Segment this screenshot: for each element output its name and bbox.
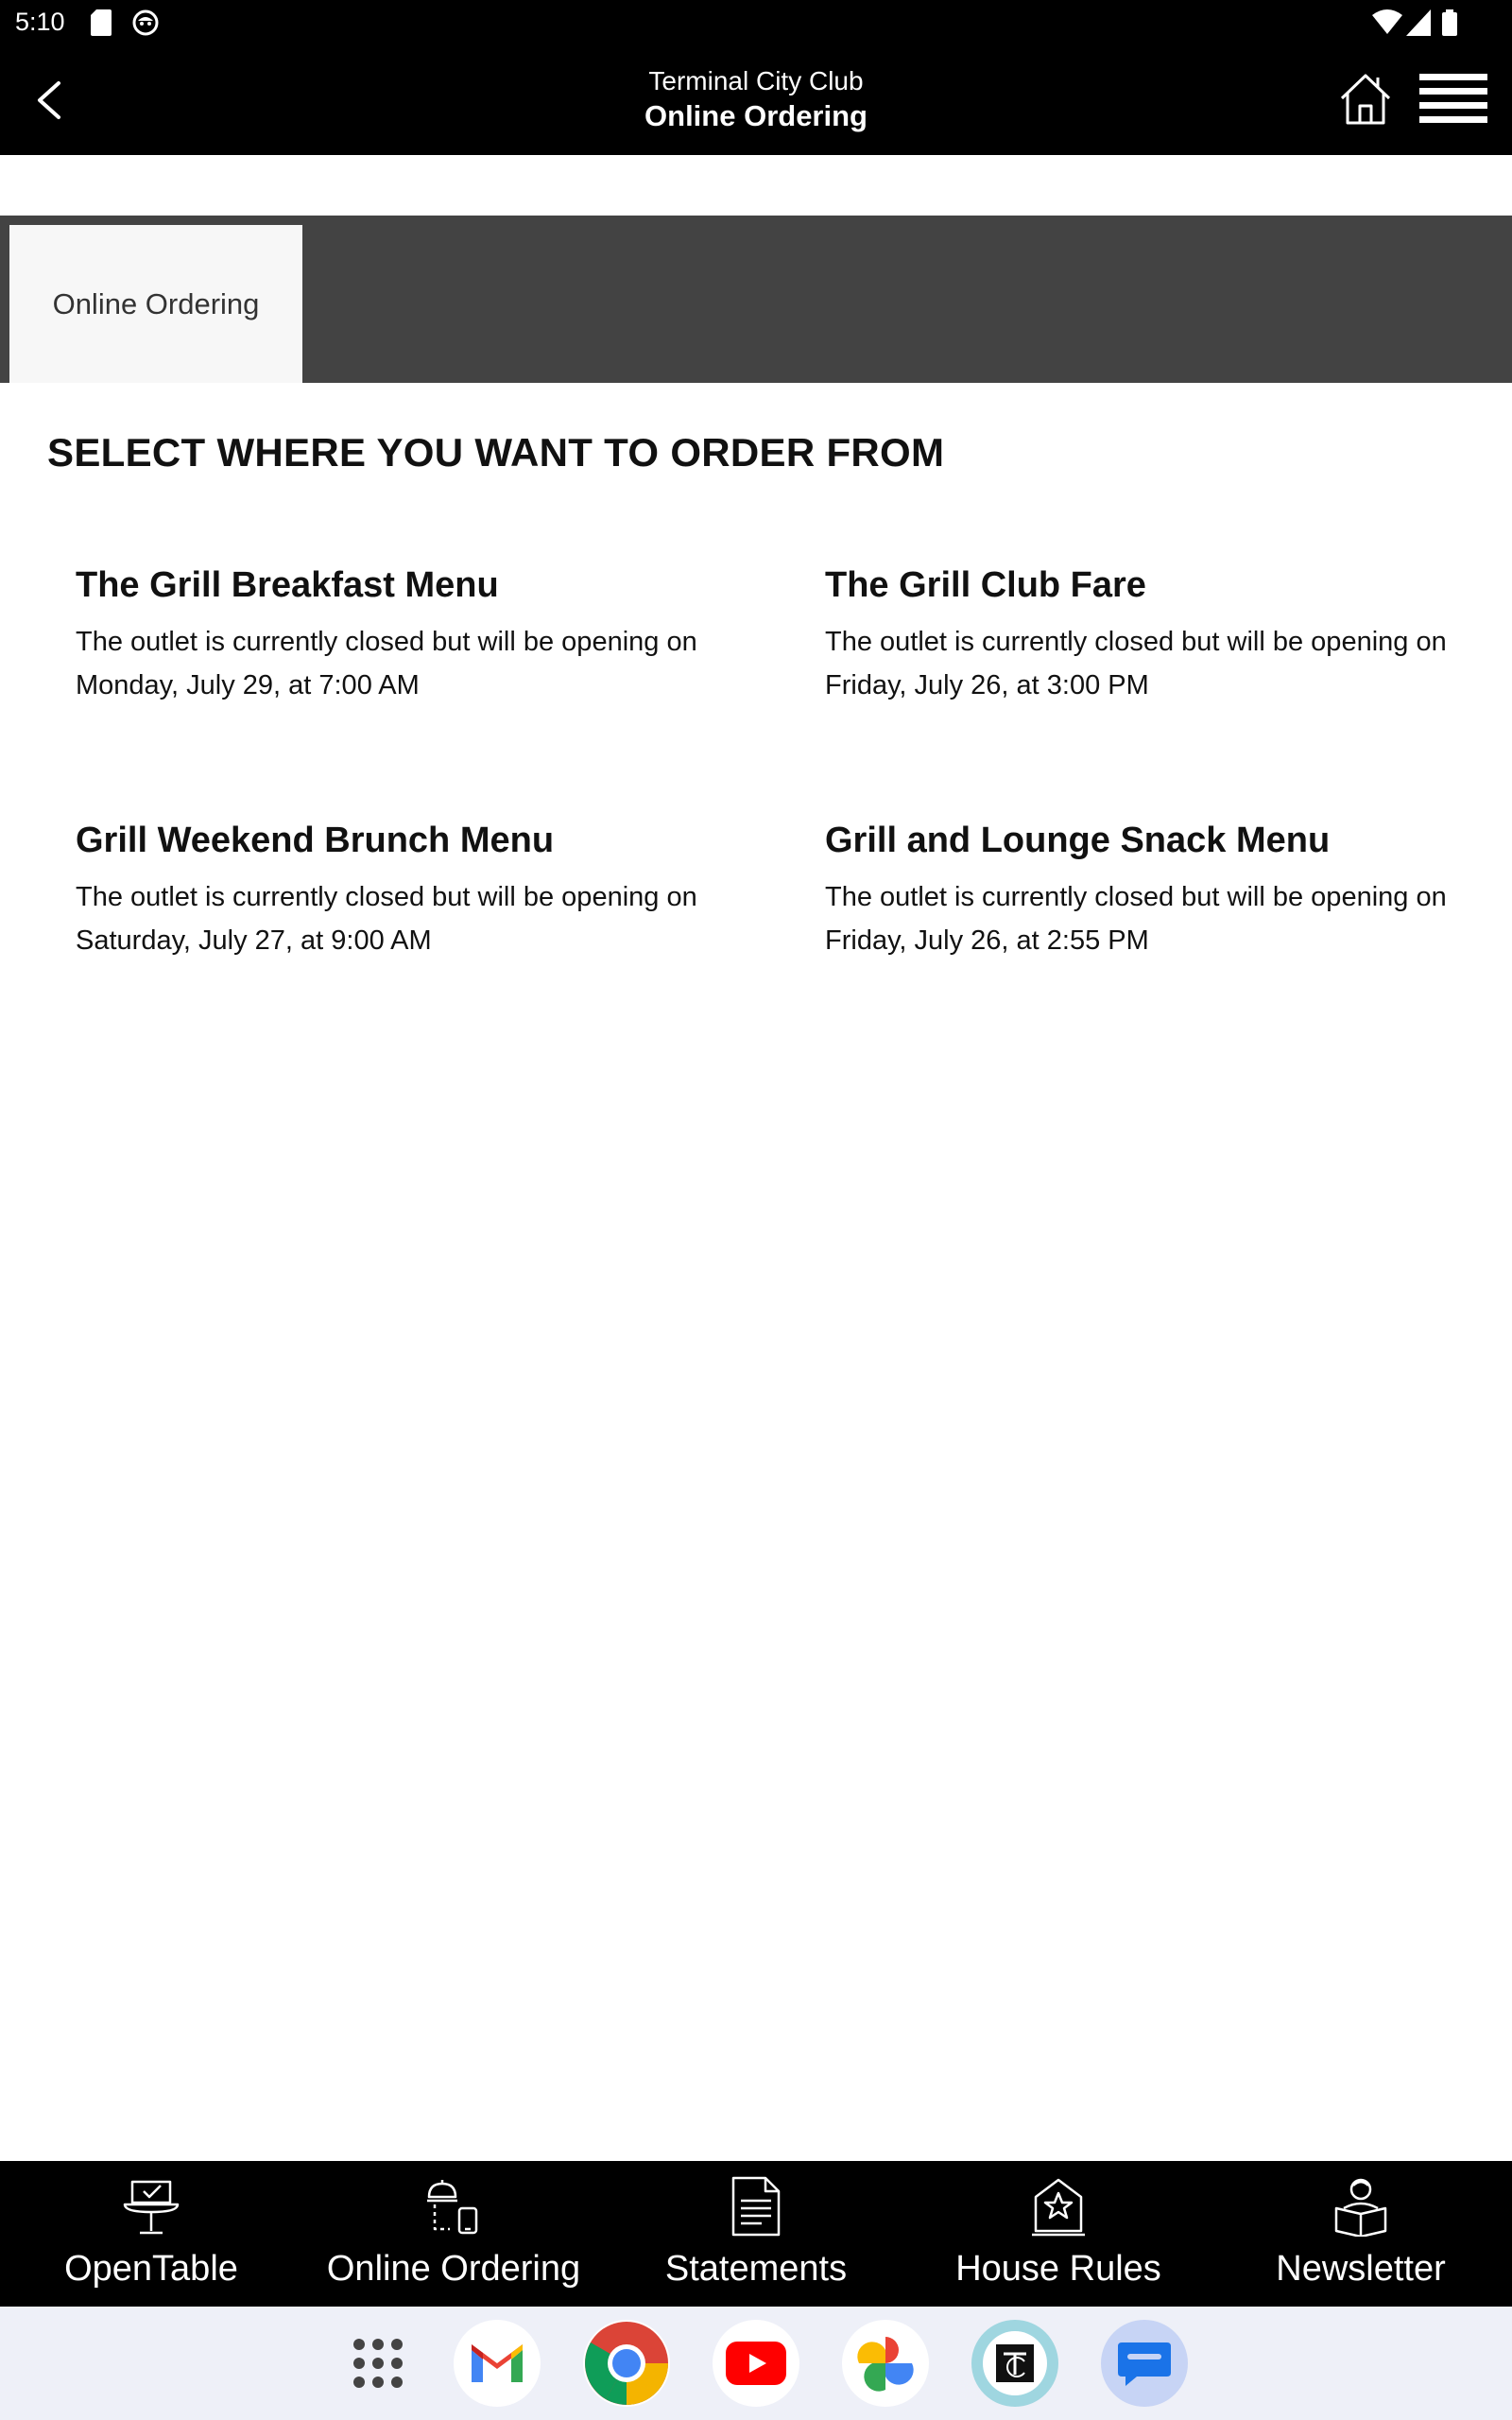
order-devices-icon bbox=[425, 2176, 482, 2237]
status-time: 5:10 bbox=[15, 8, 65, 36]
sd-card-icon bbox=[91, 9, 112, 36]
messages-icon[interactable] bbox=[1101, 2320, 1188, 2407]
reader-icon bbox=[1332, 2176, 1389, 2237]
youtube-icon[interactable] bbox=[713, 2320, 799, 2407]
page-heading: SELECT WHERE YOU WANT TO ORDER FROM bbox=[47, 430, 945, 475]
outlet-status: The outlet is currently closed but will be opening on Monday, July 29, at 7:00 AM bbox=[76, 627, 697, 700]
chrome-icon[interactable] bbox=[583, 2320, 670, 2407]
nav-item-house-rules[interactable] bbox=[907, 2161, 1210, 2307]
nav-label: Online Ordering bbox=[326, 2249, 581, 2289]
hamburger-menu-icon bbox=[1419, 74, 1487, 123]
header-title: Online Ordering bbox=[644, 99, 868, 132]
nav-label: OpenTable bbox=[64, 2249, 238, 2289]
outlet-status: The outlet is currently closed but will be opening on Friday, July 26, at 2:55 PM bbox=[825, 882, 1447, 956]
nav-item-opentable[interactable] bbox=[0, 2161, 302, 2307]
nav-item-online-ordering[interactable] bbox=[302, 2161, 605, 2307]
document-icon bbox=[728, 2176, 784, 2237]
terminal-city-club-icon[interactable] bbox=[971, 2320, 1058, 2407]
tab-label: Online Ordering bbox=[52, 286, 260, 320]
outlet-card[interactable] bbox=[76, 819, 718, 962]
reservation-table-icon bbox=[123, 2176, 180, 2237]
photos-icon[interactable] bbox=[842, 2320, 929, 2407]
tab-online-ordering[interactable] bbox=[9, 225, 302, 383]
wifi-icon bbox=[1372, 9, 1402, 36]
outlet-status: The outlet is currently closed but will be opening on Friday, July 26, at 3:00 PM bbox=[825, 627, 1447, 700]
face-icon bbox=[132, 9, 159, 36]
header-subtitle: Terminal City Club bbox=[648, 66, 864, 95]
outlet-status: The outlet is currently closed but will be opening on Saturday, July 27, at 9:00 AM bbox=[76, 882, 697, 956]
outlet-card[interactable] bbox=[825, 563, 1468, 707]
nav-item-newsletter[interactable] bbox=[1210, 2161, 1512, 2307]
house-star-icon bbox=[1030, 2176, 1087, 2237]
nav-label: Newsletter bbox=[1276, 2249, 1446, 2289]
battery-icon bbox=[1442, 9, 1457, 36]
menu-button[interactable] bbox=[1418, 70, 1489, 129]
outlet-name[interactable]: The Grill Club Fare bbox=[825, 565, 1146, 605]
bottom-navigation bbox=[0, 2161, 1512, 2307]
home-icon bbox=[1342, 76, 1389, 123]
header-titles bbox=[0, 64, 1512, 134]
nav-label: House Rules bbox=[955, 2249, 1161, 2289]
home-button[interactable] bbox=[1336, 70, 1395, 129]
app-header bbox=[0, 47, 1512, 155]
nav-label: Statements bbox=[664, 2249, 848, 2289]
outlet-name[interactable]: Grill Weekend Brunch Menu bbox=[76, 821, 555, 860]
gmail-icon[interactable] bbox=[454, 2320, 541, 2407]
system-dock bbox=[0, 2307, 1512, 2420]
tab-strip bbox=[0, 216, 1512, 383]
nav-item-statements[interactable] bbox=[605, 2161, 907, 2307]
app-drawer-icon[interactable] bbox=[335, 2320, 421, 2407]
outlet-name[interactable]: Grill and Lounge Snack Menu bbox=[825, 821, 1331, 860]
outlet-name[interactable]: The Grill Breakfast Menu bbox=[76, 565, 499, 605]
outlet-card[interactable] bbox=[76, 563, 718, 707]
outlet-card[interactable] bbox=[825, 819, 1468, 962]
status-bar bbox=[0, 0, 1512, 47]
cellular-signal-icon bbox=[1406, 9, 1431, 36]
